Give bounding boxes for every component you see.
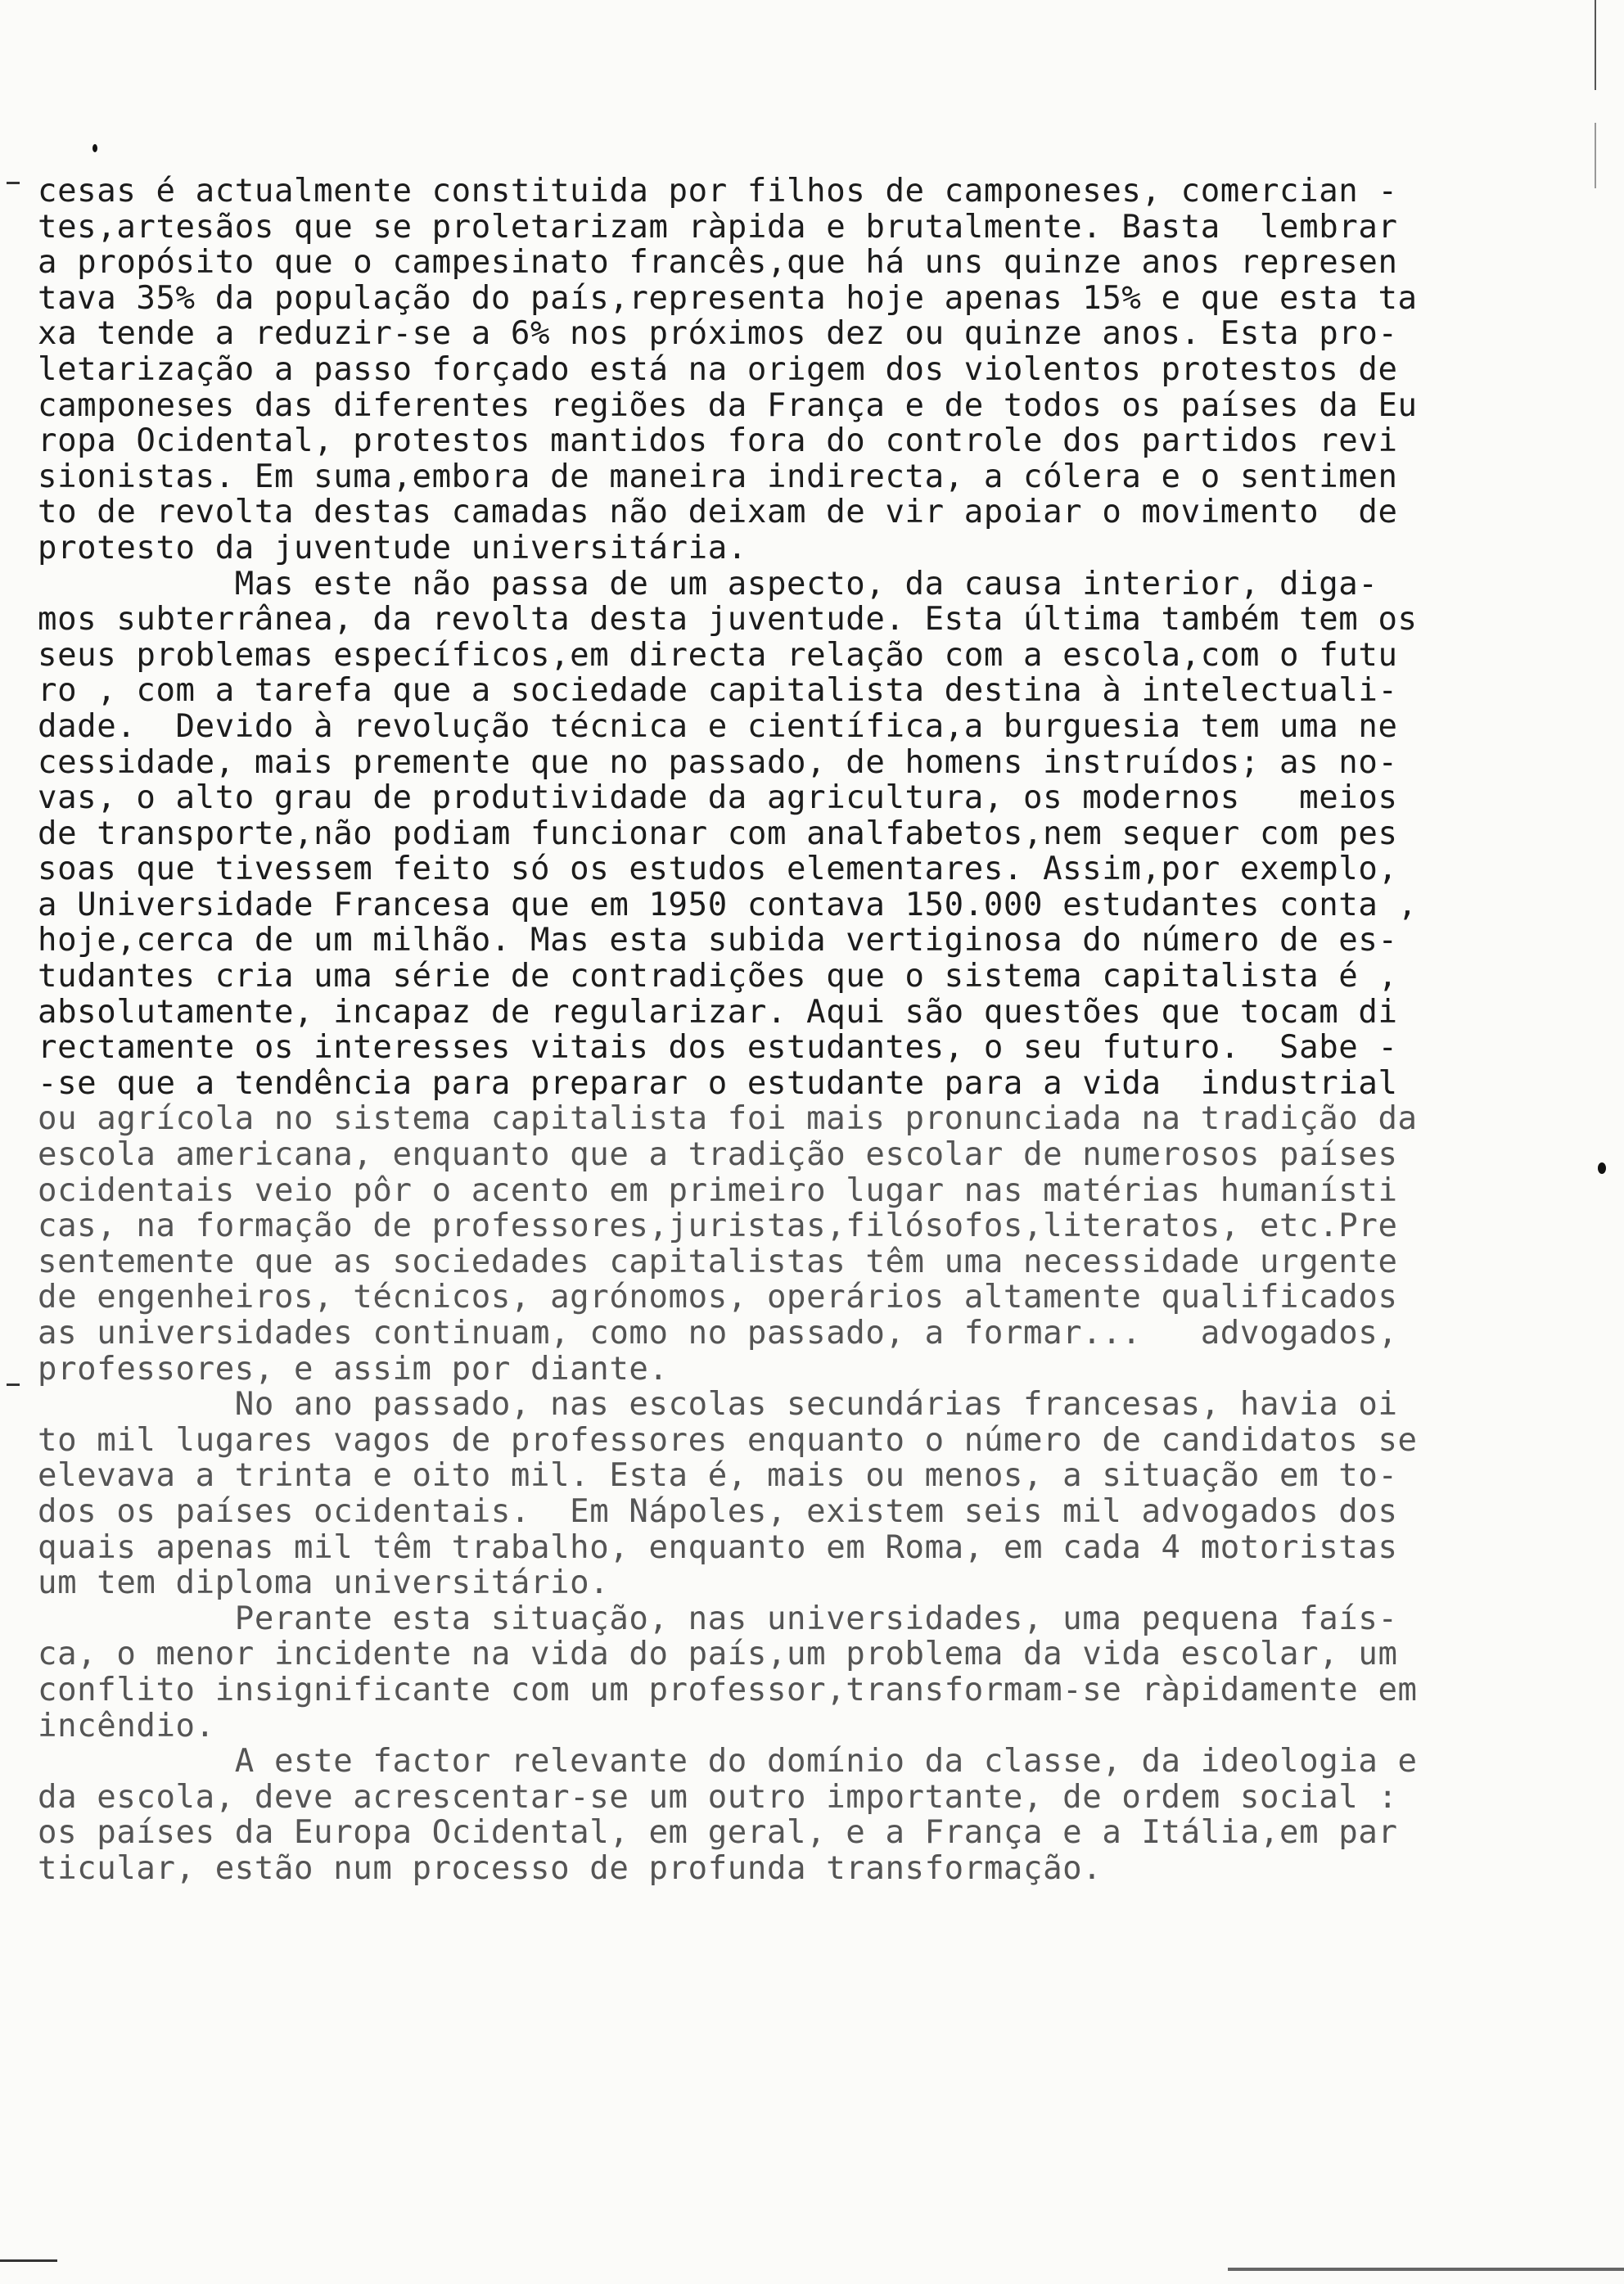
text-line: tava 35% da população do país,representa hoje apenas 15% e que esta ta xyxy=(38,279,1418,317)
text-line: rectamente os interesses vitais dos estudantes, o seu futuro. Sabe - xyxy=(38,1029,1398,1067)
text-line: protesto da juventude universitária. xyxy=(38,529,747,566)
text-line: a Universidade Francesa que em 1950 contava 150.000 estudantes conta , xyxy=(38,886,1418,923)
ink-dot-mark xyxy=(92,144,97,152)
right-edge-rule xyxy=(1595,123,1596,188)
margin-dash-mark xyxy=(7,182,20,184)
text-line: tudantes cria uma série de contradições que o sistema capitalista é , xyxy=(38,958,1398,995)
text-line: Perante esta situação, nas universidades, uma pequena faís- xyxy=(38,1600,1398,1637)
text-line: vas, o alto grau de produtividade da agricultura, os modernos meios xyxy=(38,779,1398,817)
text-line: incêndio. xyxy=(38,1707,215,1745)
text-line: sentemente que as sociedades capitalistas têm uma necessidade urgente xyxy=(38,1243,1398,1280)
right-edge-rule xyxy=(1595,0,1596,90)
text-line: da escola, deve acrescentar-se um outro importante, de ordem social : xyxy=(38,1778,1398,1816)
text-line: dade. Devido à revolução técnica e científica,a burguesia tem uma ne xyxy=(38,707,1398,745)
text-line: cas, na formação de professores,juristas,filósofos,literatos, etc.Pre xyxy=(38,1207,1398,1245)
text-line: xa tende a reduzir-se a 6% nos próximos dez ou quinze anos. Esta pro- xyxy=(38,315,1398,353)
text-line: ropa Ocidental, protestos mantidos fora do controle dos partidos revi xyxy=(38,422,1398,460)
text-line: A este factor relevante do domínio da classe, da ideologia e xyxy=(38,1743,1418,1781)
text-line: ticular, estão num processo de profunda transformação. xyxy=(38,1849,1103,1887)
text-line: escola americana, enquanto que a tradição escolar de numerosos países xyxy=(38,1136,1398,1174)
text-line: ro , com a tarefa que a sociedade capitalista destina à intelectuali- xyxy=(38,672,1398,710)
text-line: conflito insignificante com um professor,transformam-se ràpidamente em xyxy=(38,1671,1418,1708)
text-line: elevava a trinta e oito mil. Esta é, mais ou menos, a situação em to- xyxy=(38,1457,1398,1495)
text-line: cesas é actualmente constituida por filhos de camponeses, comercian - xyxy=(38,173,1398,210)
bottom-left-rule xyxy=(0,2259,57,2262)
text-line: professores, e assim por diante. xyxy=(38,1350,669,1388)
margin-dash-mark xyxy=(7,1383,20,1386)
text-line: quais apenas mil têm trabalho, enquanto em Roma, em cada 4 motoristas xyxy=(38,1528,1398,1566)
text-line: cessidade, mais premente que no passado, de homens instruídos; as no- xyxy=(38,743,1398,781)
text-line: to de revolta destas camadas não deixam de vir apoiar o movimento de xyxy=(38,494,1398,531)
text-line: seus problemas específicos,em directa relação com a escola,com o futu xyxy=(38,636,1398,674)
text-line: tes,artesãos que se proletarizam ràpida e brutalmente. Basta lembrar xyxy=(38,208,1398,246)
text-line: to mil lugares vagos de professores enquanto o número de candidatos se xyxy=(38,1421,1418,1459)
text-line: ca, o menor incidente na vida do país,um problema da vida escolar, um xyxy=(38,1636,1398,1673)
text-line: soas que tivessem feito só os estudos elementares. Assim,por exemplo, xyxy=(38,851,1398,888)
text-line: camponeses das diferentes regiões da França e de todos os países da Eu xyxy=(38,386,1418,424)
text-line: dos os países ocidentais. Em Nápoles, existem seis mil advogados dos xyxy=(38,1492,1398,1530)
text-line: de transporte,não podiam funcionar com analfabetos,nem sequer com pes xyxy=(38,815,1398,852)
text-line: a propósito que o campesinato francês,que há uns quinze anos represen xyxy=(38,244,1398,282)
bottom-right-rule xyxy=(1228,2268,1624,2271)
text-line: Mas este não passa de um aspecto, da causa interior, diga- xyxy=(38,565,1378,603)
text-line: de engenheiros, técnicos, agrónomos, operários altamente qualificados xyxy=(38,1279,1398,1316)
text-line: os países da Europa Ocidental, em geral, e a França e a Itália,em par xyxy=(38,1814,1398,1852)
text-line: hoje,cerca de um milhão. Mas esta subida vertiginosa do número de es- xyxy=(38,922,1398,959)
text-line: absolutamente, incapaz de regularizar. Aqui são questões que tocam di xyxy=(38,993,1398,1031)
text-line: ocidentais veio pôr o acento em primeiro lugar nas matérias humanísti xyxy=(38,1171,1398,1209)
text-line: letarização a passo forçado está na origem dos violentos protestos de xyxy=(38,350,1398,388)
text-line: No ano passado, nas escolas secundárias francesas, havia oi xyxy=(38,1386,1398,1424)
text-line: mos subterrânea, da revolta desta juventude. Esta última também tem os xyxy=(38,601,1418,639)
text-line: -se que a tendência para preparar o estudante para a vida industrial xyxy=(38,1064,1398,1102)
text-line: as universidades continuam, como no passado, a formar... advogados, xyxy=(38,1315,1398,1352)
ink-dot-mark xyxy=(1598,1162,1606,1174)
text-line: sionistas. Em suma,embora de maneira indirecta, a cólera e o sentimen xyxy=(38,458,1398,495)
text-line: ou agrícola no sistema capitalista foi mais pronunciada na tradição da xyxy=(38,1100,1418,1138)
body-text xyxy=(38,174,1552,1887)
text-line: um tem diploma universitário. xyxy=(38,1564,610,1602)
